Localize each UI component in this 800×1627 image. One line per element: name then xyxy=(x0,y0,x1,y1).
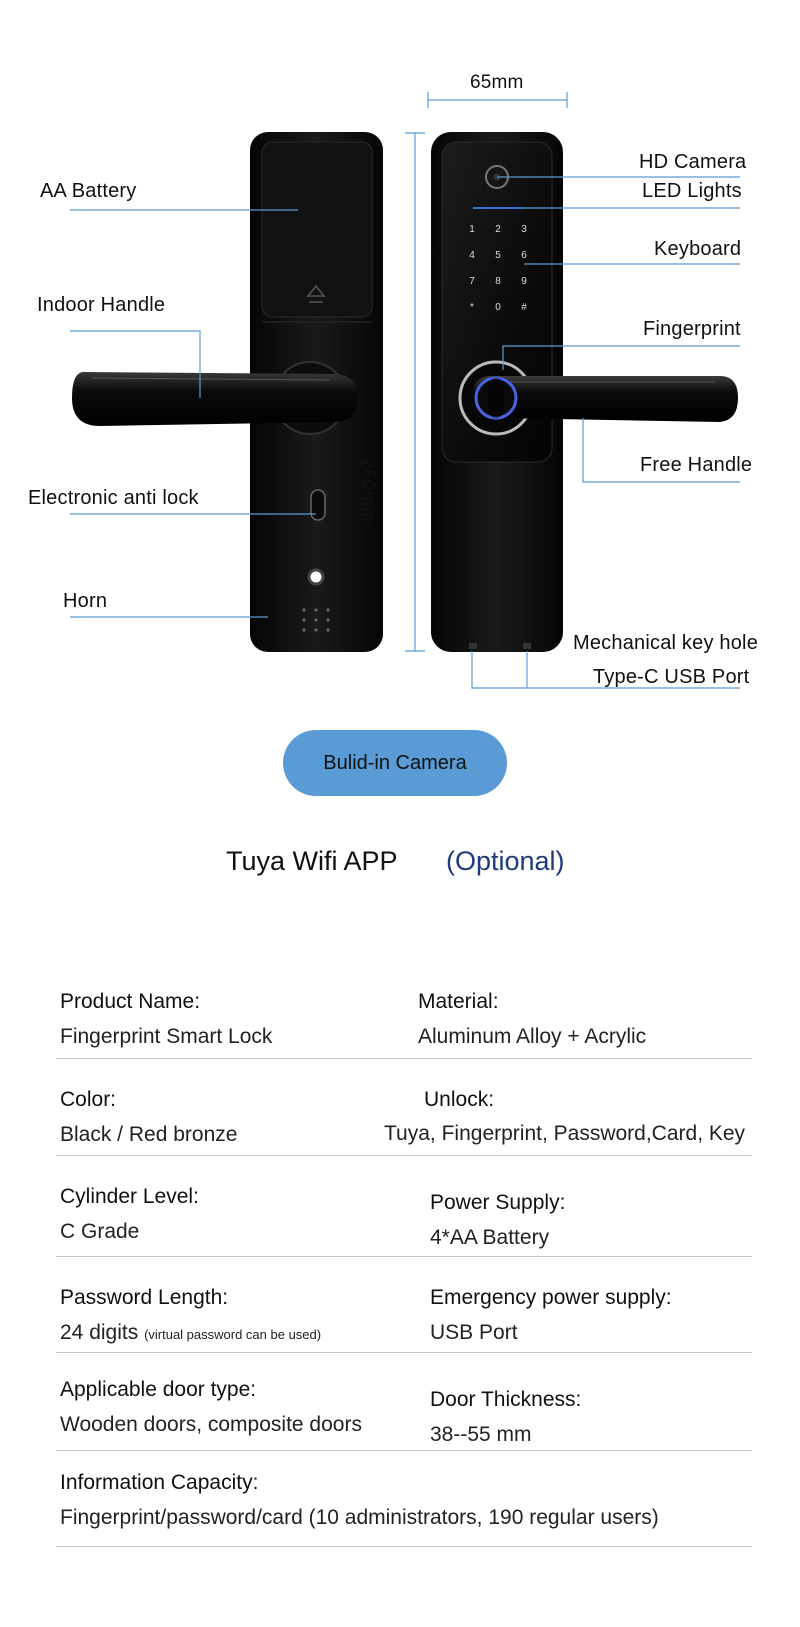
spec-value-material: Aluminum Alloy + Acrylic xyxy=(418,1025,647,1048)
row-divider xyxy=(56,1256,752,1257)
password-length-note: (virtual password can be used) xyxy=(144,1327,322,1342)
spec-value-password-length xyxy=(60,1321,321,1345)
keypad-key: 3 xyxy=(521,224,527,235)
keypad-key: 2 xyxy=(495,224,501,235)
spec-value-product-name: Fingerprint Smart Lock xyxy=(60,1025,273,1048)
label-aa-battery: AA Battery xyxy=(40,180,137,202)
keypad-key: 9 xyxy=(521,276,527,287)
keypad-key: 7 xyxy=(469,276,475,287)
keypad-key: 0 xyxy=(495,302,501,313)
label-type-c-usb-port: Type-C USB Port xyxy=(593,666,750,688)
row-divider xyxy=(56,1155,752,1156)
app-title: Tuya Wifi APP xyxy=(226,846,398,876)
spec-label-unlock: Unlock: xyxy=(424,1088,495,1111)
label-electronic-anti-lock: Electronic anti lock xyxy=(28,487,199,509)
keypad-key: 4 xyxy=(469,250,475,261)
leader-lines xyxy=(70,177,740,688)
row-divider xyxy=(56,1450,752,1451)
spec-value-door-thickness: 38--55 mm xyxy=(430,1423,532,1446)
spec-label-color: Color: xyxy=(60,1088,117,1111)
spec-value-color: Black / Red bronze xyxy=(60,1123,238,1146)
height-dimension-label: 260mm xyxy=(357,458,378,523)
lock-diagram xyxy=(0,0,800,700)
keypad-key: * xyxy=(470,302,474,313)
label-fingerprint: Fingerprint xyxy=(643,318,741,340)
keypad-key: # xyxy=(521,302,527,313)
label-mechanical-key-hole: Mechanical key hole xyxy=(573,632,759,654)
label-hd-camera: HD Camera xyxy=(639,151,747,173)
anti-lock-switch xyxy=(311,490,325,520)
width-dimension-label: 65mm xyxy=(470,72,524,93)
keypad-key: 8 xyxy=(495,276,501,287)
spec-label-product-name: Product Name: xyxy=(60,990,201,1013)
spec-value-information-capacity: Fingerprint/password/card (10 administrators, 190 regular users) xyxy=(60,1506,659,1529)
password-length-digits: 24 digits xyxy=(60,1321,139,1344)
spec-value-door-type: Wooden doors, composite doors xyxy=(60,1413,362,1436)
row-divider xyxy=(56,1546,752,1547)
spec-label-emergency-power: Emergency power supply: xyxy=(430,1286,672,1309)
app-optional-label: (Optional) xyxy=(446,846,565,876)
keypad-key: 1 xyxy=(469,224,475,235)
keypad-key: 6 xyxy=(521,250,527,261)
indoor-button xyxy=(309,570,323,584)
label-led-lights: LED Lights xyxy=(642,180,742,202)
spec-label-information-capacity: Information Capacity: xyxy=(60,1471,259,1494)
label-keyboard: Keyboard xyxy=(654,238,742,260)
unlock-brand: Tuya xyxy=(384,1122,430,1145)
label-indoor-handle: Indoor Handle xyxy=(37,294,166,316)
row-divider xyxy=(56,1058,752,1059)
unlock-methods: , Fingerprint, Password,Card, Key xyxy=(429,1122,746,1145)
label-horn: Horn xyxy=(63,590,108,612)
spec-value-power-supply: 4*AA Battery xyxy=(430,1226,550,1249)
label-free-handle: Free Handle xyxy=(640,454,753,476)
row-divider xyxy=(56,1352,752,1353)
spec-label-password-length: Password Length: xyxy=(60,1286,229,1309)
keypad-key: 5 xyxy=(495,250,501,261)
spec-label-cylinder-level: Cylinder Level: xyxy=(60,1185,199,1208)
spec-value-unlock xyxy=(384,1122,745,1146)
spec-label-door-thickness: Door Thickness: xyxy=(430,1388,582,1411)
spec-value-emergency-power: USB Port xyxy=(430,1321,518,1344)
indoor-handle xyxy=(72,372,358,426)
spec-label-door-type: Applicable door type: xyxy=(60,1378,257,1401)
spec-value-cylinder-level: C Grade xyxy=(60,1220,140,1243)
spec-label-material: Material: xyxy=(418,990,499,1013)
spec-label-power-supply: Power Supply: xyxy=(430,1191,566,1214)
built-in-camera-button[interactable]: Bulid-in Camera xyxy=(283,730,507,796)
